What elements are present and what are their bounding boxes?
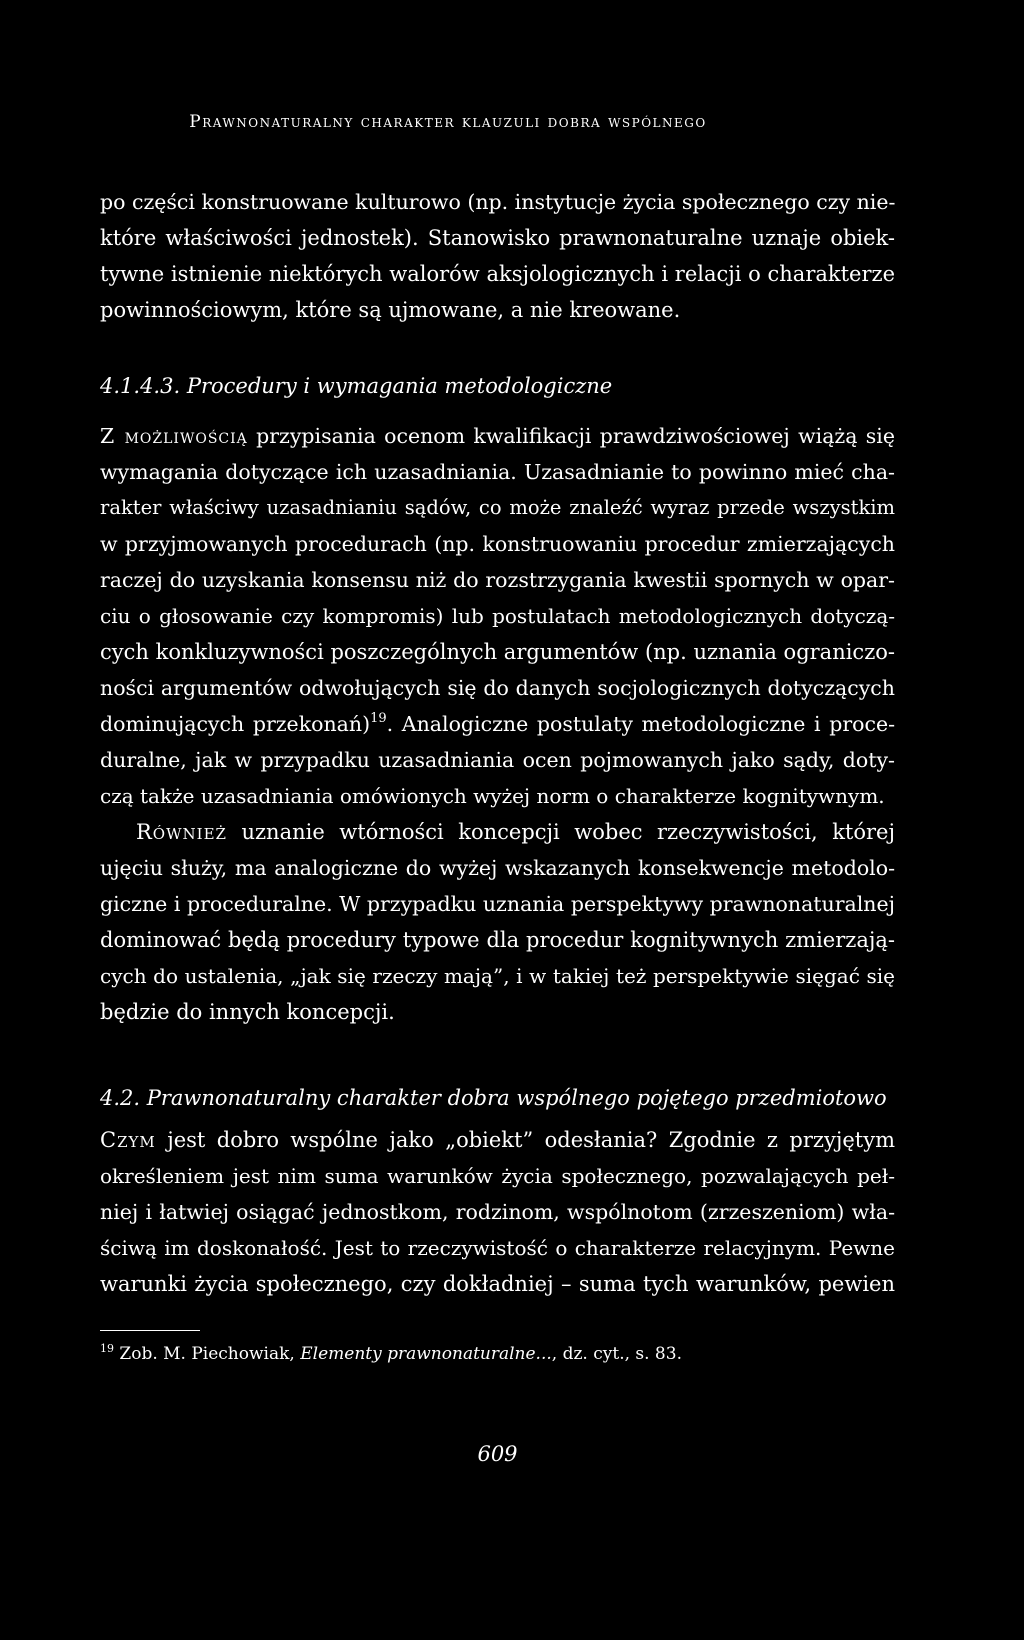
- text-line: dominować będą procedury typowe dla procedur kognitywnych zmierzają-: [100, 928, 895, 952]
- section-heading: 4.1.4.3. Procedury i wymagania metodologiczne: [100, 374, 613, 398]
- paragraph-1: [100, 184, 895, 328]
- small-caps-lead: Czym: [100, 1128, 156, 1152]
- text-line: cych konkluzywności poszczególnych argumentów (np. uznania ograniczo-: [100, 640, 895, 664]
- small-caps-lead: Również: [136, 820, 227, 844]
- text-run: jest dobro wspólne jako „obiekt” odesłania? Zgodnie z przyjętym: [155, 1128, 895, 1152]
- text-line: giczne i proceduralne. W przypadku uznania perspektywy prawnonaturalnej: [100, 892, 895, 916]
- paragraph-4: [100, 1122, 895, 1302]
- page-number: 609: [477, 1442, 518, 1466]
- text-line: warunki życia społecznego, czy dokładniej – suma tych warunków, pewien: [100, 1272, 895, 1296]
- text-line: będzie do innych koncepcji.: [100, 1000, 395, 1024]
- text-line: ciu o głosowanie czy kompromis) lub postulatach metodologicznych dotyczą-: [100, 604, 895, 628]
- text-run: przypisania ocenom kwalifikacji prawdziwościowej wiążą się: [247, 424, 895, 448]
- text-line: [100, 1122, 895, 1158]
- text-line: tywne istnienie niektórych walorów aksjologicznych i relacji o charakterze: [100, 262, 895, 286]
- text-line: ności argumentów odwołujących się do danych socjologicznych dotyczących: [100, 676, 895, 700]
- footnote-text: , dz. cyt., s. 83.: [551, 1344, 682, 1364]
- text-line: rakter właściwy uzasadnianiu sądów, co może znaleźć wyraz przede wszystkim: [100, 496, 895, 519]
- footnote-text: Zob. M. Piechowiak,: [114, 1344, 301, 1364]
- text-line: [100, 814, 895, 850]
- small-caps-lead: Z możliwością: [100, 424, 248, 448]
- footnote: [100, 1344, 895, 1364]
- paragraph-2: [100, 418, 895, 814]
- footnote-title: Elementy prawnonaturalne...: [300, 1344, 552, 1364]
- text-line: wymagania dotyczące ich uzasadniania. Uzasadnianie to powinno mieć cha-: [100, 460, 895, 484]
- text-line: cych do ustalenia, „jak się rzeczy mają”, i w takiej też perspektywie sięgać się: [100, 964, 895, 988]
- section-heading: 4.2. Prawnonaturalny charakter dobra wspólnego pojętego przedmiotowo: [100, 1086, 887, 1110]
- footnote-number: 19: [100, 1342, 114, 1355]
- footnote-reference: 19: [370, 711, 387, 726]
- paragraph-3: [100, 814, 895, 1030]
- text-line: ściwą im doskonałość. Jest to rzeczywistość o charakterze relacyjnym. Pewne: [100, 1236, 895, 1260]
- text-line: czą także uzasadniania omówionych wyżej norm o charakterze kognitywnym.: [100, 784, 885, 808]
- text-line: niej i łatwiej osiągać jednostkom, rodzinom, wspólnotom (zrzeszeniom) wła-: [100, 1200, 895, 1224]
- text-line: ujęciu służy, ma analogiczne do wyżej wskazanych konsekwencje metodolo-: [100, 856, 895, 880]
- text-line: w przyjmowanych procedurach (np. konstruowaniu procedur zmierzających: [100, 532, 895, 556]
- text-line: [100, 418, 895, 454]
- running-head: Prawnonaturalny charakter klauzuli dobra wspólnego: [189, 112, 707, 132]
- text-line: [100, 706, 895, 742]
- text-line: powinnościowym, które są ujmowane, a nie kreowane.: [100, 298, 681, 322]
- text-line: duralne, jak w przypadku uzasadniania ocen pojmowanych jako sądy, doty-: [100, 748, 895, 772]
- text-run: uznanie wtórności koncepcji wobec rzeczywistości, której: [226, 820, 895, 844]
- text-line: raczej do uzyskania konsensu niż do rozstrzygania kwestii spornych w opar-: [100, 568, 895, 592]
- text-line: po części konstruowane kulturowo (np. instytucje życia społecznego czy nie-: [100, 190, 896, 214]
- footnote-divider: [100, 1330, 200, 1331]
- text-run: dominujących przekonań): [100, 712, 371, 736]
- text-run: . Analogiczne postulaty metodologiczne i proce-: [386, 712, 896, 736]
- text-line: które właściwości jednostek). Stanowisko prawnonaturalne uznaje obiek-: [100, 226, 895, 250]
- text-line: określeniem jest nim suma warunków życia społecznego, pozwalających peł-: [100, 1164, 895, 1188]
